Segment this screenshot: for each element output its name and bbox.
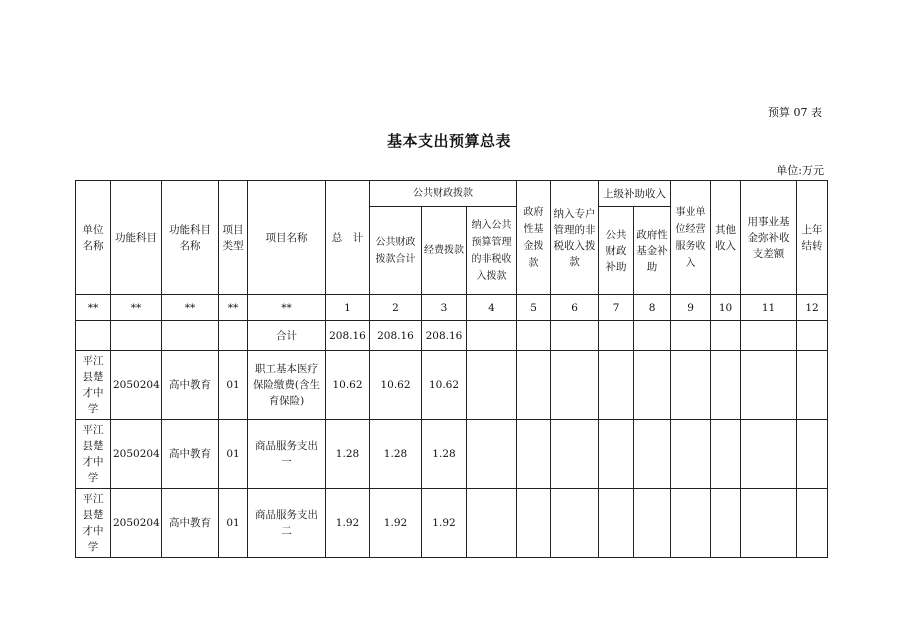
unit-name-cell: 平江县楚才中学 xyxy=(76,420,111,489)
empty-cell xyxy=(711,321,741,351)
header-func-subject: 功能科目 xyxy=(111,181,162,295)
empty-cell xyxy=(634,351,671,420)
seq-cell: 1 xyxy=(326,295,370,321)
seq-cell: 7 xyxy=(599,295,634,321)
pf-total-cell: 1.92 xyxy=(370,489,422,558)
empty-cell xyxy=(797,420,828,489)
seq-cell: 5 xyxy=(517,295,551,321)
header-func-subject-name: 功能科目名称 xyxy=(162,181,219,295)
item-type-cell: 01 xyxy=(219,351,248,420)
seq-cell: 2 xyxy=(370,295,422,321)
header-ss-fiscal: 公共财政补助 xyxy=(599,207,634,295)
item-type-cell: 01 xyxy=(219,489,248,558)
empty-cell xyxy=(467,321,517,351)
empty-cell xyxy=(797,351,828,420)
header-public-fiscal: 公共财政拨款 xyxy=(370,181,517,207)
seq-cell: ** xyxy=(111,295,162,321)
pf-funds-cell: 1.92 xyxy=(422,489,467,558)
header-business-income: 事业单位经营服务收入 xyxy=(671,181,711,295)
unit-label: 单位:万元 xyxy=(776,164,824,177)
header-pf-nontax: 纳入公共预算管理的非税收入拨款 xyxy=(467,207,517,295)
page-title: 基本支出预算总表 xyxy=(386,132,511,150)
empty-cell xyxy=(741,420,797,489)
empty-cell xyxy=(76,321,111,351)
item-name-cell: 职工基本医疗保险缴费(含生育保险) xyxy=(248,351,326,420)
header-other-income: 其他收入 xyxy=(711,181,741,295)
total-cell: 208.16 xyxy=(326,321,370,351)
empty-cell xyxy=(711,420,741,489)
empty-cell xyxy=(741,489,797,558)
seq-cell: ** xyxy=(162,295,219,321)
pf-total-cell: 208.16 xyxy=(370,321,422,351)
empty-cell xyxy=(797,321,828,351)
header-carryover: 上年结转 xyxy=(797,181,828,295)
pf-total-cell: 1.28 xyxy=(370,420,422,489)
seq-cell: 10 xyxy=(711,295,741,321)
item-name-cell: 商品服务支出二 xyxy=(248,489,326,558)
empty-cell xyxy=(517,489,551,558)
table-row xyxy=(76,420,828,489)
total-label: 合计 xyxy=(248,321,326,351)
empty-cell xyxy=(634,489,671,558)
seq-cell: 4 xyxy=(467,295,517,321)
header-gov-fund: 政府性基金拨款 xyxy=(517,181,551,295)
empty-cell xyxy=(551,321,599,351)
empty-cell xyxy=(599,420,634,489)
total-row xyxy=(76,321,828,351)
empty-cell xyxy=(671,489,711,558)
item-type-cell: 01 xyxy=(219,420,248,489)
header-unit-name: 单位名称 xyxy=(76,181,111,295)
budget-table xyxy=(75,180,828,558)
empty-cell xyxy=(111,321,162,351)
form-number: 预算 07 表 xyxy=(768,106,822,119)
pf-total-cell: 10.62 xyxy=(370,351,422,420)
empty-cell xyxy=(551,489,599,558)
func-subject-cell: 2050204 xyxy=(111,420,162,489)
total-cell: 1.92 xyxy=(326,489,370,558)
empty-cell xyxy=(551,420,599,489)
func-subject-name-cell: 高中教育 xyxy=(162,489,219,558)
total-cell: 1.28 xyxy=(326,420,370,489)
unit-name-cell: 平江县楚才中学 xyxy=(76,489,111,558)
pf-funds-cell: 1.28 xyxy=(422,420,467,489)
header-item-type: 项目类型 xyxy=(219,181,248,295)
header-pf-funds: 经费拨款 xyxy=(422,207,467,295)
empty-cell xyxy=(467,351,517,420)
empty-cell xyxy=(599,489,634,558)
seq-cell: 6 xyxy=(551,295,599,321)
func-subject-name-cell: 高中教育 xyxy=(162,351,219,420)
header-pf-total: 公共财政拨款合计 xyxy=(370,207,422,295)
empty-cell xyxy=(671,351,711,420)
func-subject-cell: 2050204 xyxy=(111,351,162,420)
empty-cell xyxy=(551,351,599,420)
header-special-nontax: 纳入专户管理的非税收入拨款 xyxy=(551,181,599,295)
empty-cell xyxy=(517,420,551,489)
empty-cell xyxy=(741,321,797,351)
header-superior-subsidy: 上级补助收入 xyxy=(599,181,671,207)
sequence-row xyxy=(76,295,828,321)
header-item-name: 项目名称 xyxy=(248,181,326,295)
seq-cell: ** xyxy=(248,295,326,321)
empty-cell xyxy=(711,489,741,558)
header-business-fund-gap: 用事业基金弥补收支差额 xyxy=(741,181,797,295)
empty-cell xyxy=(517,351,551,420)
item-name-cell: 商品服务支出一 xyxy=(248,420,326,489)
empty-cell xyxy=(517,321,551,351)
pf-funds-cell: 208.16 xyxy=(422,321,467,351)
empty-cell xyxy=(467,420,517,489)
empty-cell xyxy=(741,351,797,420)
header-total: 总 计 xyxy=(326,181,370,295)
total-cell: 10.62 xyxy=(326,351,370,420)
seq-cell: 8 xyxy=(634,295,671,321)
empty-cell xyxy=(219,321,248,351)
empty-cell xyxy=(634,321,671,351)
seq-cell: 9 xyxy=(671,295,711,321)
empty-cell xyxy=(797,489,828,558)
empty-cell xyxy=(634,420,671,489)
seq-cell: ** xyxy=(76,295,111,321)
empty-cell xyxy=(671,420,711,489)
header-ss-gov-fund: 政府性基金补助 xyxy=(634,207,671,295)
func-subject-cell: 2050204 xyxy=(111,489,162,558)
seq-cell: 11 xyxy=(741,295,797,321)
seq-cell: 3 xyxy=(422,295,467,321)
empty-cell xyxy=(671,321,711,351)
empty-cell xyxy=(711,351,741,420)
seq-cell: ** xyxy=(219,295,248,321)
empty-cell xyxy=(467,489,517,558)
empty-cell xyxy=(162,321,219,351)
table-row xyxy=(76,489,828,558)
unit-name-cell: 平江县楚才中学 xyxy=(76,351,111,420)
empty-cell xyxy=(599,351,634,420)
empty-cell xyxy=(599,321,634,351)
func-subject-name-cell: 高中教育 xyxy=(162,420,219,489)
pf-funds-cell: 10.62 xyxy=(422,351,467,420)
seq-cell: 12 xyxy=(797,295,828,321)
table-row xyxy=(76,351,828,420)
